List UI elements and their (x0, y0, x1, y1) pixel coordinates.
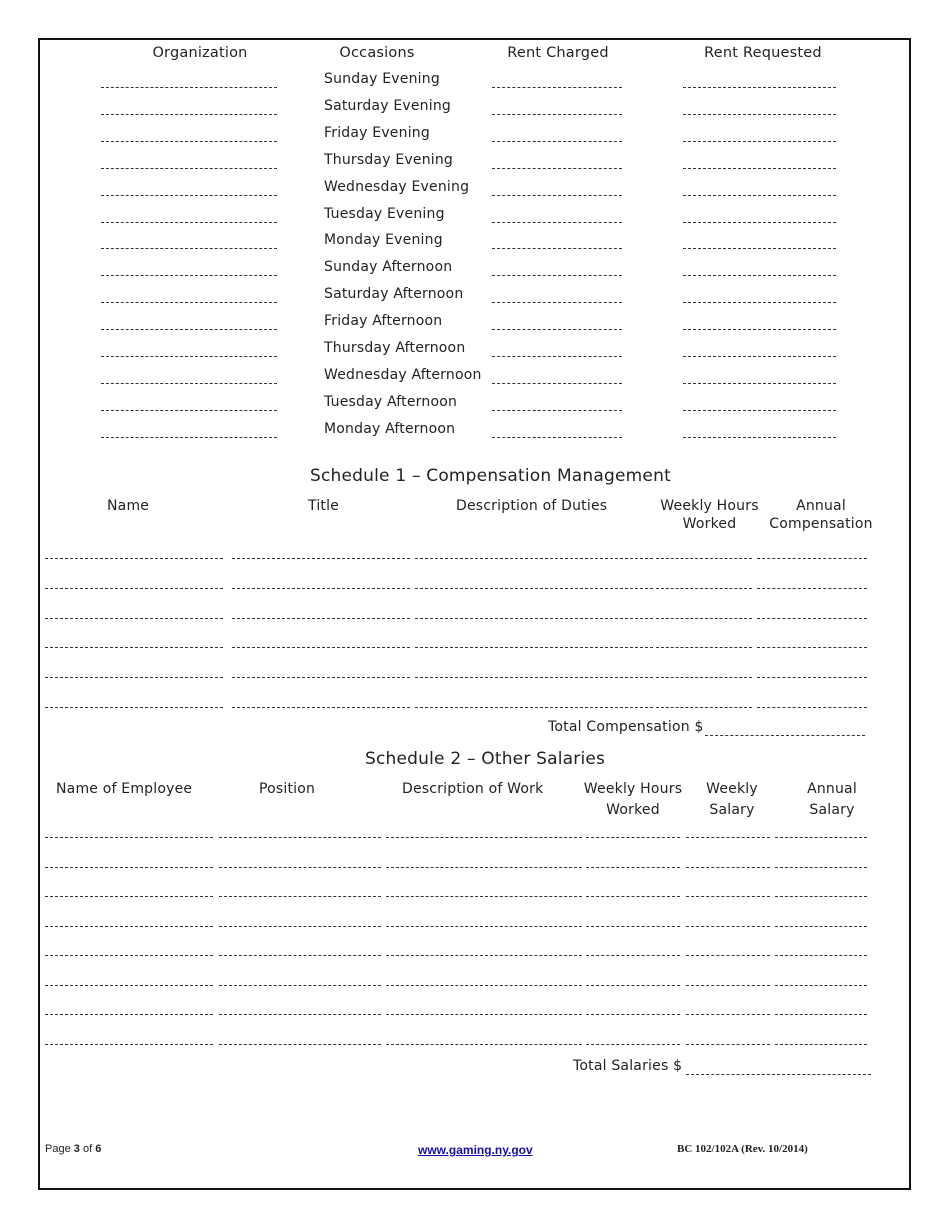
website-link[interactable]: www.gaming.ny.gov (418, 1143, 533, 1157)
s2-name-field[interactable] (45, 896, 213, 897)
rent-requested-field[interactable] (683, 195, 836, 196)
organization-field[interactable] (101, 195, 277, 196)
s2-position-field[interactable] (219, 926, 381, 927)
s2-position-field[interactable] (219, 1044, 381, 1045)
s2-hours-field[interactable] (586, 896, 680, 897)
header-rent-requested: Rent Requested (704, 45, 822, 61)
s2-name-field[interactable] (45, 926, 213, 927)
s1-name-field[interactable] (45, 618, 223, 619)
occasion-label: Tuesday Evening (324, 205, 445, 222)
s2-work-field[interactable] (386, 1014, 582, 1015)
rent-charged-field[interactable] (492, 275, 622, 276)
header-organization: Organization (152, 45, 248, 61)
s2-position-field[interactable] (219, 1014, 381, 1015)
s2-header-annual-line2: Salary (809, 802, 855, 818)
s1-title-field[interactable] (232, 677, 410, 678)
rent-charged-field[interactable] (492, 383, 622, 384)
s1-compensation-field[interactable] (757, 558, 867, 559)
s2-total-label: Total Salaries $ (573, 1058, 683, 1074)
occasion-label: Thursday Evening (324, 151, 454, 168)
s2-total-field[interactable] (686, 1074, 871, 1075)
s2-hours-field[interactable] (586, 955, 680, 956)
organization-field[interactable] (101, 410, 277, 411)
s2-work-field[interactable] (386, 926, 582, 927)
rent-requested-field[interactable] (683, 329, 836, 330)
s2-weekly-salary-field[interactable] (686, 926, 770, 927)
rent-charged-field[interactable] (492, 222, 622, 223)
s2-weekly-salary-field[interactable] (686, 1014, 770, 1015)
s1-title-field[interactable] (232, 558, 410, 559)
rent-charged-field[interactable] (492, 437, 622, 438)
schedule1-title: Schedule 1 – Compensation Management (310, 466, 671, 486)
s1-hours-field[interactable] (656, 588, 752, 589)
occasion-label: Wednesday Evening (324, 178, 470, 195)
s2-annual-salary-field[interactable] (775, 1014, 867, 1015)
s2-work-field[interactable] (386, 955, 582, 956)
occasion-label: Friday Afternoon (324, 313, 443, 330)
rent-charged-field[interactable] (492, 87, 622, 88)
occasion-label: Wednesday Afternoon (324, 366, 482, 383)
s1-compensation-field[interactable] (757, 618, 867, 619)
rent-charged-field[interactable] (492, 195, 622, 196)
s1-title-field[interactable] (232, 588, 410, 589)
s1-title-field[interactable] (232, 647, 410, 648)
s2-hours-field[interactable] (586, 837, 680, 838)
occasion-label: Monday Evening (324, 232, 443, 249)
rent-charged-field[interactable] (492, 356, 622, 357)
s2-weekly-salary-field[interactable] (686, 896, 770, 897)
s2-hours-field[interactable] (586, 1014, 680, 1015)
occasion-label: Sunday Evening (324, 71, 440, 87)
s2-weekly-salary-field[interactable] (686, 837, 770, 838)
s2-hours-field[interactable] (586, 926, 680, 927)
s2-position-field[interactable] (219, 837, 381, 838)
rent-requested-field[interactable] (683, 302, 836, 303)
s1-compensation-field[interactable] (757, 677, 867, 678)
rent-charged-field[interactable] (492, 248, 622, 249)
rent-requested-field[interactable] (683, 114, 836, 115)
s2-annual-salary-field[interactable] (775, 1044, 867, 1045)
s2-weekly-salary-field[interactable] (686, 1044, 770, 1045)
organization-field[interactable] (101, 222, 277, 223)
s1-compensation-field[interactable] (757, 588, 867, 589)
s2-annual-salary-field[interactable] (775, 926, 867, 927)
s2-work-field[interactable] (386, 1044, 582, 1045)
rent-charged-field[interactable] (492, 114, 622, 115)
s1-compensation-field[interactable] (757, 647, 867, 648)
rent-requested-field[interactable] (683, 437, 836, 438)
s1-name-field[interactable] (45, 558, 223, 559)
s2-position-field[interactable] (219, 955, 381, 956)
s2-hours-field[interactable] (586, 1044, 680, 1045)
s1-hours-field[interactable] (656, 618, 752, 619)
s1-header-title: Title (308, 498, 340, 514)
rent-charged-field[interactable] (492, 168, 622, 169)
s2-header-hours-line2: Worked (606, 802, 660, 818)
organization-field[interactable] (101, 356, 277, 357)
occasion-label: Tuesday Afternoon (324, 393, 458, 410)
s2-name-field[interactable] (45, 837, 213, 838)
header-rent-charged: Rent Charged (507, 45, 609, 61)
occasion-label: Thursday Afternoon (324, 340, 466, 356)
rent-requested-field[interactable] (683, 248, 836, 249)
s1-total-label: Total Compensation $ (548, 719, 704, 735)
s2-header-position: Position (259, 781, 316, 797)
occasion-label: Saturday Afternoon (324, 286, 464, 303)
rent-requested-field[interactable] (683, 141, 836, 142)
s1-title-field[interactable] (232, 618, 410, 619)
schedule2-title: Schedule 2 – Other Salaries (365, 749, 606, 769)
s1-hours-field[interactable] (656, 647, 752, 648)
s1-total-field[interactable] (705, 735, 865, 736)
organization-field[interactable] (101, 248, 277, 249)
s1-header-duties: Description of Duties (456, 498, 608, 514)
s2-header-name: Name of Employee (56, 781, 193, 797)
s2-name-field[interactable] (45, 867, 213, 868)
s2-work-field[interactable] (386, 985, 582, 986)
s2-name-field[interactable] (45, 1044, 213, 1045)
organization-field[interactable] (101, 87, 277, 88)
s1-header-comp-line1: Annual (796, 498, 846, 514)
rent-requested-field[interactable] (683, 222, 836, 223)
rent-requested-field[interactable] (683, 168, 836, 169)
page-border (38, 38, 911, 1190)
s2-weekly-salary-field[interactable] (686, 867, 770, 868)
s1-duties-field[interactable] (415, 677, 653, 678)
s2-name-field[interactable] (45, 955, 213, 956)
s2-weekly-salary-field[interactable] (686, 985, 770, 986)
s1-name-field[interactable] (45, 677, 223, 678)
s1-duties-field[interactable] (415, 707, 653, 708)
s2-annual-salary-field[interactable] (775, 955, 867, 956)
s2-position-field[interactable] (219, 985, 381, 986)
s2-work-field[interactable] (386, 867, 582, 868)
organization-field[interactable] (101, 383, 277, 384)
rent-charged-field[interactable] (492, 302, 622, 303)
s2-name-field[interactable] (45, 1014, 213, 1015)
organization-field[interactable] (101, 141, 277, 142)
s1-duties-field[interactable] (415, 618, 653, 619)
rent-charged-field[interactable] (492, 141, 622, 142)
s1-duties-field[interactable] (415, 647, 653, 648)
s1-header-comp-line2: Compensation (769, 516, 873, 532)
s1-hours-field[interactable] (656, 677, 752, 678)
s2-weekly-salary-field[interactable] (686, 955, 770, 956)
s1-duties-field[interactable] (415, 558, 653, 559)
s2-hours-field[interactable] (586, 867, 680, 868)
rent-requested-field[interactable] (683, 383, 836, 384)
occasion-label: Friday Evening (324, 124, 430, 141)
occasion-label: Monday Afternoon (324, 420, 456, 437)
s1-header-hours-line1: Weekly Hours (660, 498, 759, 514)
rent-requested-field[interactable] (683, 356, 836, 357)
header-occasions: Occasions (339, 45, 415, 61)
s1-compensation-field[interactable] (757, 707, 867, 708)
organization-field[interactable] (101, 329, 277, 330)
rent-charged-field[interactable] (492, 329, 622, 330)
s1-name-field[interactable] (45, 588, 223, 589)
organization-field[interactable] (101, 302, 277, 303)
s2-position-field[interactable] (219, 867, 381, 868)
rent-requested-field[interactable] (683, 87, 836, 88)
page-number: Page 3 of 6 (45, 1143, 102, 1155)
s2-annual-salary-field[interactable] (775, 867, 867, 868)
s1-name-field[interactable] (45, 647, 223, 648)
s2-annual-salary-field[interactable] (775, 896, 867, 897)
s2-annual-salary-field[interactable] (775, 837, 867, 838)
s1-hours-field[interactable] (656, 558, 752, 559)
s2-header-weekly-line2: Salary (709, 802, 755, 818)
s1-hours-field[interactable] (656, 707, 752, 708)
s1-header-hours-line2: Worked (682, 516, 737, 532)
organization-field[interactable] (101, 437, 277, 438)
s2-name-field[interactable] (45, 985, 213, 986)
s2-position-field[interactable] (219, 896, 381, 897)
organization-field[interactable] (101, 168, 277, 169)
organization-field[interactable] (101, 275, 277, 276)
rent-requested-field[interactable] (683, 410, 836, 411)
s2-header-annual-line1: Annual (807, 781, 857, 797)
s1-header-name: Name (107, 498, 150, 514)
s1-title-field[interactable] (232, 707, 410, 708)
rent-requested-field[interactable] (683, 275, 836, 276)
s2-header-hours-line1: Weekly Hours (583, 781, 683, 797)
s1-duties-field[interactable] (415, 588, 653, 589)
rent-charged-field[interactable] (492, 410, 622, 411)
s2-header-weekly-line1: Weekly (706, 781, 758, 797)
occasion-label: Saturday Evening (324, 97, 452, 114)
organization-field[interactable] (101, 114, 277, 115)
s2-header-work: Description of Work (402, 781, 544, 797)
s2-hours-field[interactable] (586, 985, 680, 986)
s1-name-field[interactable] (45, 707, 223, 708)
s2-work-field[interactable] (386, 837, 582, 838)
s2-annual-salary-field[interactable] (775, 985, 867, 986)
s2-work-field[interactable] (386, 896, 582, 897)
form-id: BC 102/102A (Rev. 10/2014) (677, 1143, 808, 1155)
occasion-label: Sunday Afternoon (324, 259, 453, 276)
